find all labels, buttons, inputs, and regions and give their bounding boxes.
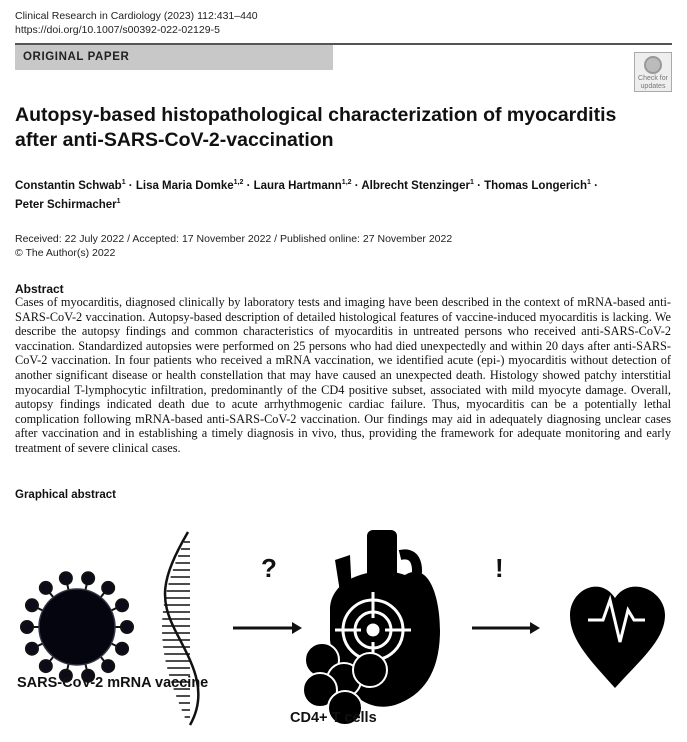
paper-title (15, 103, 616, 153)
author[interactable]: Albrecht Stenzinger$^1$ (361, 179, 474, 192)
dates: Received: 22 July 2022 / Accepted: 17 November 2022 / Published online: 27 November 2022 (15, 233, 453, 245)
spike-head (102, 582, 114, 594)
spike-head (60, 572, 72, 584)
doi-link[interactable]: https://doi.org/10.1007/s00392-022-02129-5 (15, 24, 220, 36)
journal-header (15, 9, 258, 37)
author[interactable]: Constantin Schwab$^1$ (15, 179, 126, 192)
exclamation-mark: ! (495, 553, 504, 583)
author[interactable]: Peter Schirmacher$^1$ (15, 197, 121, 211)
section-label: ORIGINAL PAPER (23, 51, 130, 63)
graphical-abstract-figure (0, 520, 687, 742)
spike-head (121, 621, 133, 633)
abstract-text: Cases of myocarditis, diagnosed clinically by laboratory tests and imaging have been described in the context of mRNA-based anti-SARS-CoV-2 vaccination. Autopsy-based description of detailed histological features of vaccine-induced myocarditis is lacking. We describe the autopsy findings and common characteristics of myocarditis in untreated persons who received anti-SARS-CoV-2 vaccination. Standardized autopsies were performed on 25 persons who had died unexpectedly and within 20 days after anti-SARS-CoV-2 vaccination. In four patients who received a mRNA vaccination, we identified acute (epi-) myocarditis without detection of another significant disease or health constellation that may have caused an unexpected death. Histology showed patchy interstitial myocardial T-lymphocytic infiltration, predominantly of the CD4 positive subset, associated with mild myocyte damage. Overall, autopsy findings indicated death due to acute arrhythmogenic cardiac failure. Thus, myocarditis can be a potentially lethal complication following mRNA-based anti-SARS-CoV-2 vaccination. Our findings may aid in adequately diagnosing unclear cases after vaccination and in establishing a timely diagnosis in vivo, thus, providing the framework for adequate monitoring and early treatment of severe clinical cases. (15, 295, 671, 455)
check-for-updates-button[interactable] (634, 52, 672, 92)
vaccine-label: SARS-CoV-2 mRNA vaccine (17, 675, 209, 691)
heartbeat-icon (570, 587, 665, 688)
spike-head (82, 572, 94, 584)
citation: Clinical Research in Cardiology (2023) 112:431–440 (15, 10, 258, 22)
spike-head (26, 599, 38, 611)
author[interactable]: Lisa Maria Domke$^{1,2}$ (135, 179, 244, 192)
arrow-icon (472, 622, 540, 634)
author[interactable]: Laura Hartmann$^{1,2}$ (253, 179, 352, 192)
cells-label: CD4+ T cells (290, 710, 377, 726)
abstract-heading: Abstract (15, 282, 64, 296)
spike-head (21, 621, 33, 633)
spike-head (102, 660, 114, 672)
spike-head (40, 582, 52, 594)
author-list: Constantin Schwab$^1$ · Lisa Maria Domke$^{1,2}$ · Laura Hartmann$^{1,2}$ · Albrecht Stenzinger$^1$ · Thomas Longerich$^1$ · Peter Schirmacher$^1$ (15, 179, 598, 211)
virus-icon (21, 572, 133, 681)
question-mark: ? (261, 553, 277, 583)
arrow-icon (233, 622, 302, 634)
spike-head (116, 599, 128, 611)
check-line2: updates (640, 82, 666, 90)
check-line1: Check for (638, 75, 668, 82)
author[interactable]: Thomas Longerich$^1$ (484, 179, 591, 192)
spike-head (40, 660, 52, 672)
copyright: © The Author(s) 2022 (15, 247, 116, 259)
graphical-abstract-heading: Graphical abstract (15, 489, 116, 501)
bookmark-icon (644, 56, 662, 74)
title-line: Autopsy-based histopathological characterization of myocarditis (15, 104, 617, 126)
spike-head (26, 643, 38, 655)
title-line: after anti-SARS-CoV-2-vaccination (15, 129, 334, 151)
mrna-strand-icon (162, 532, 198, 725)
spike-head (116, 643, 128, 655)
section-band (15, 45, 333, 70)
publication-dates (15, 232, 452, 260)
